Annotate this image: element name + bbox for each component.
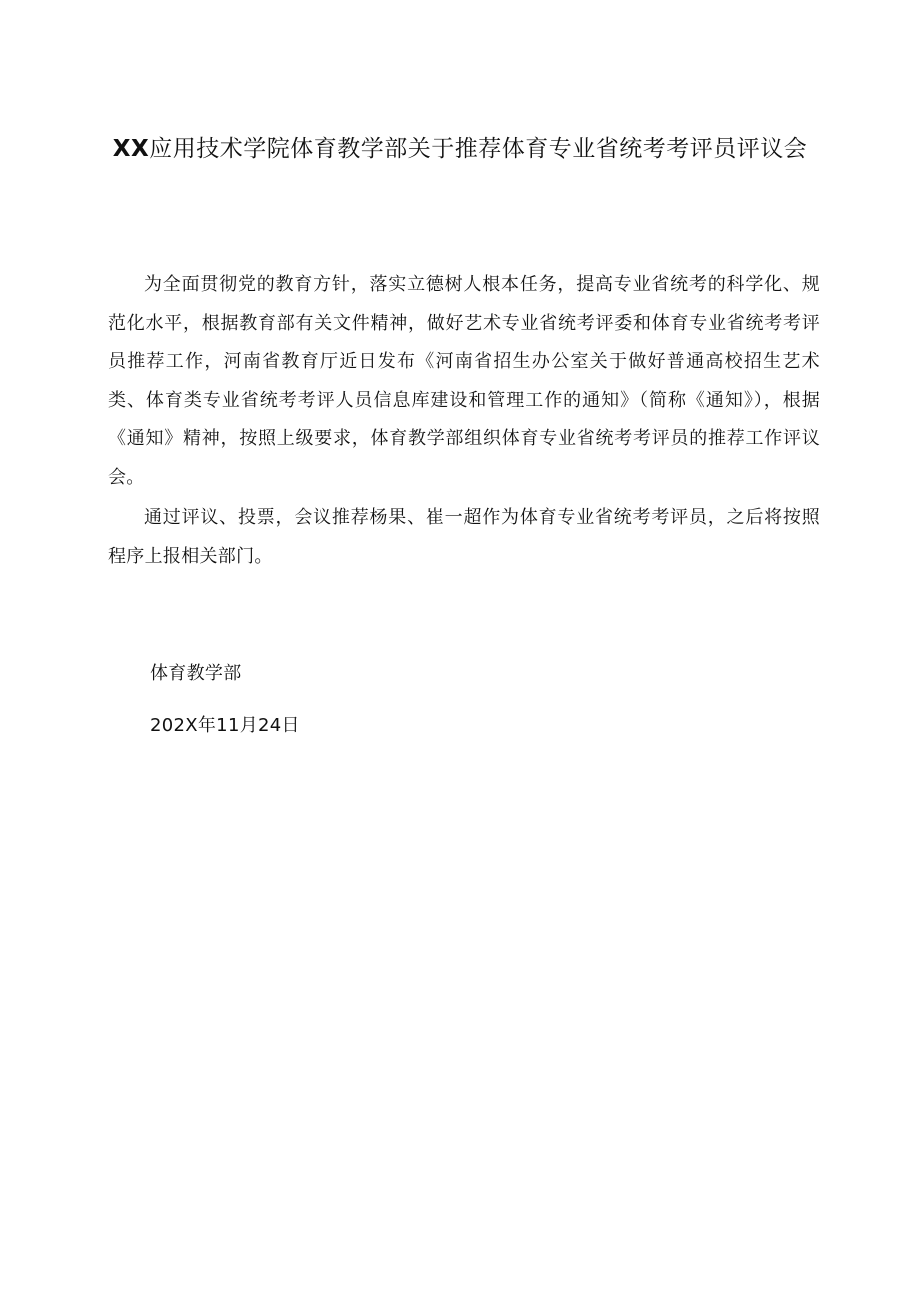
signature: 体育教学部 xyxy=(150,663,242,684)
title-text: 应用技术学院体育教学部关于推荐体育专业省统考考评员评议会 xyxy=(149,136,808,162)
document-title xyxy=(100,124,820,174)
document-body xyxy=(108,266,820,576)
paragraph-1: 为全面贯彻党的教育方针，落实立德树人根本任务，提高专业省统考的科学化、规范化水平，根据教育部有关文件精神，做好艺术专业省统考评委和体育专业省统考考评员推荐工作，河南省教育厅近日发布《河南省招生办公室关于做好普通高校招生艺术类、体育类专业省统考考评人员信息库建设和管理工作的通知》（简称《通知》），根据《通知》精神，按照上级要求，体育教学部组织体育专业省统考考评员的推荐工作评议会。 xyxy=(108,274,820,488)
paragraph-2: 通过评议、投票，会议推荐杨果、崔一超作为体育专业省统考考评员，之后将按照程序上报相关部门。 xyxy=(108,507,820,567)
title-prefix: XX xyxy=(112,136,150,162)
document-date: 202X年11月24日 xyxy=(150,715,300,736)
